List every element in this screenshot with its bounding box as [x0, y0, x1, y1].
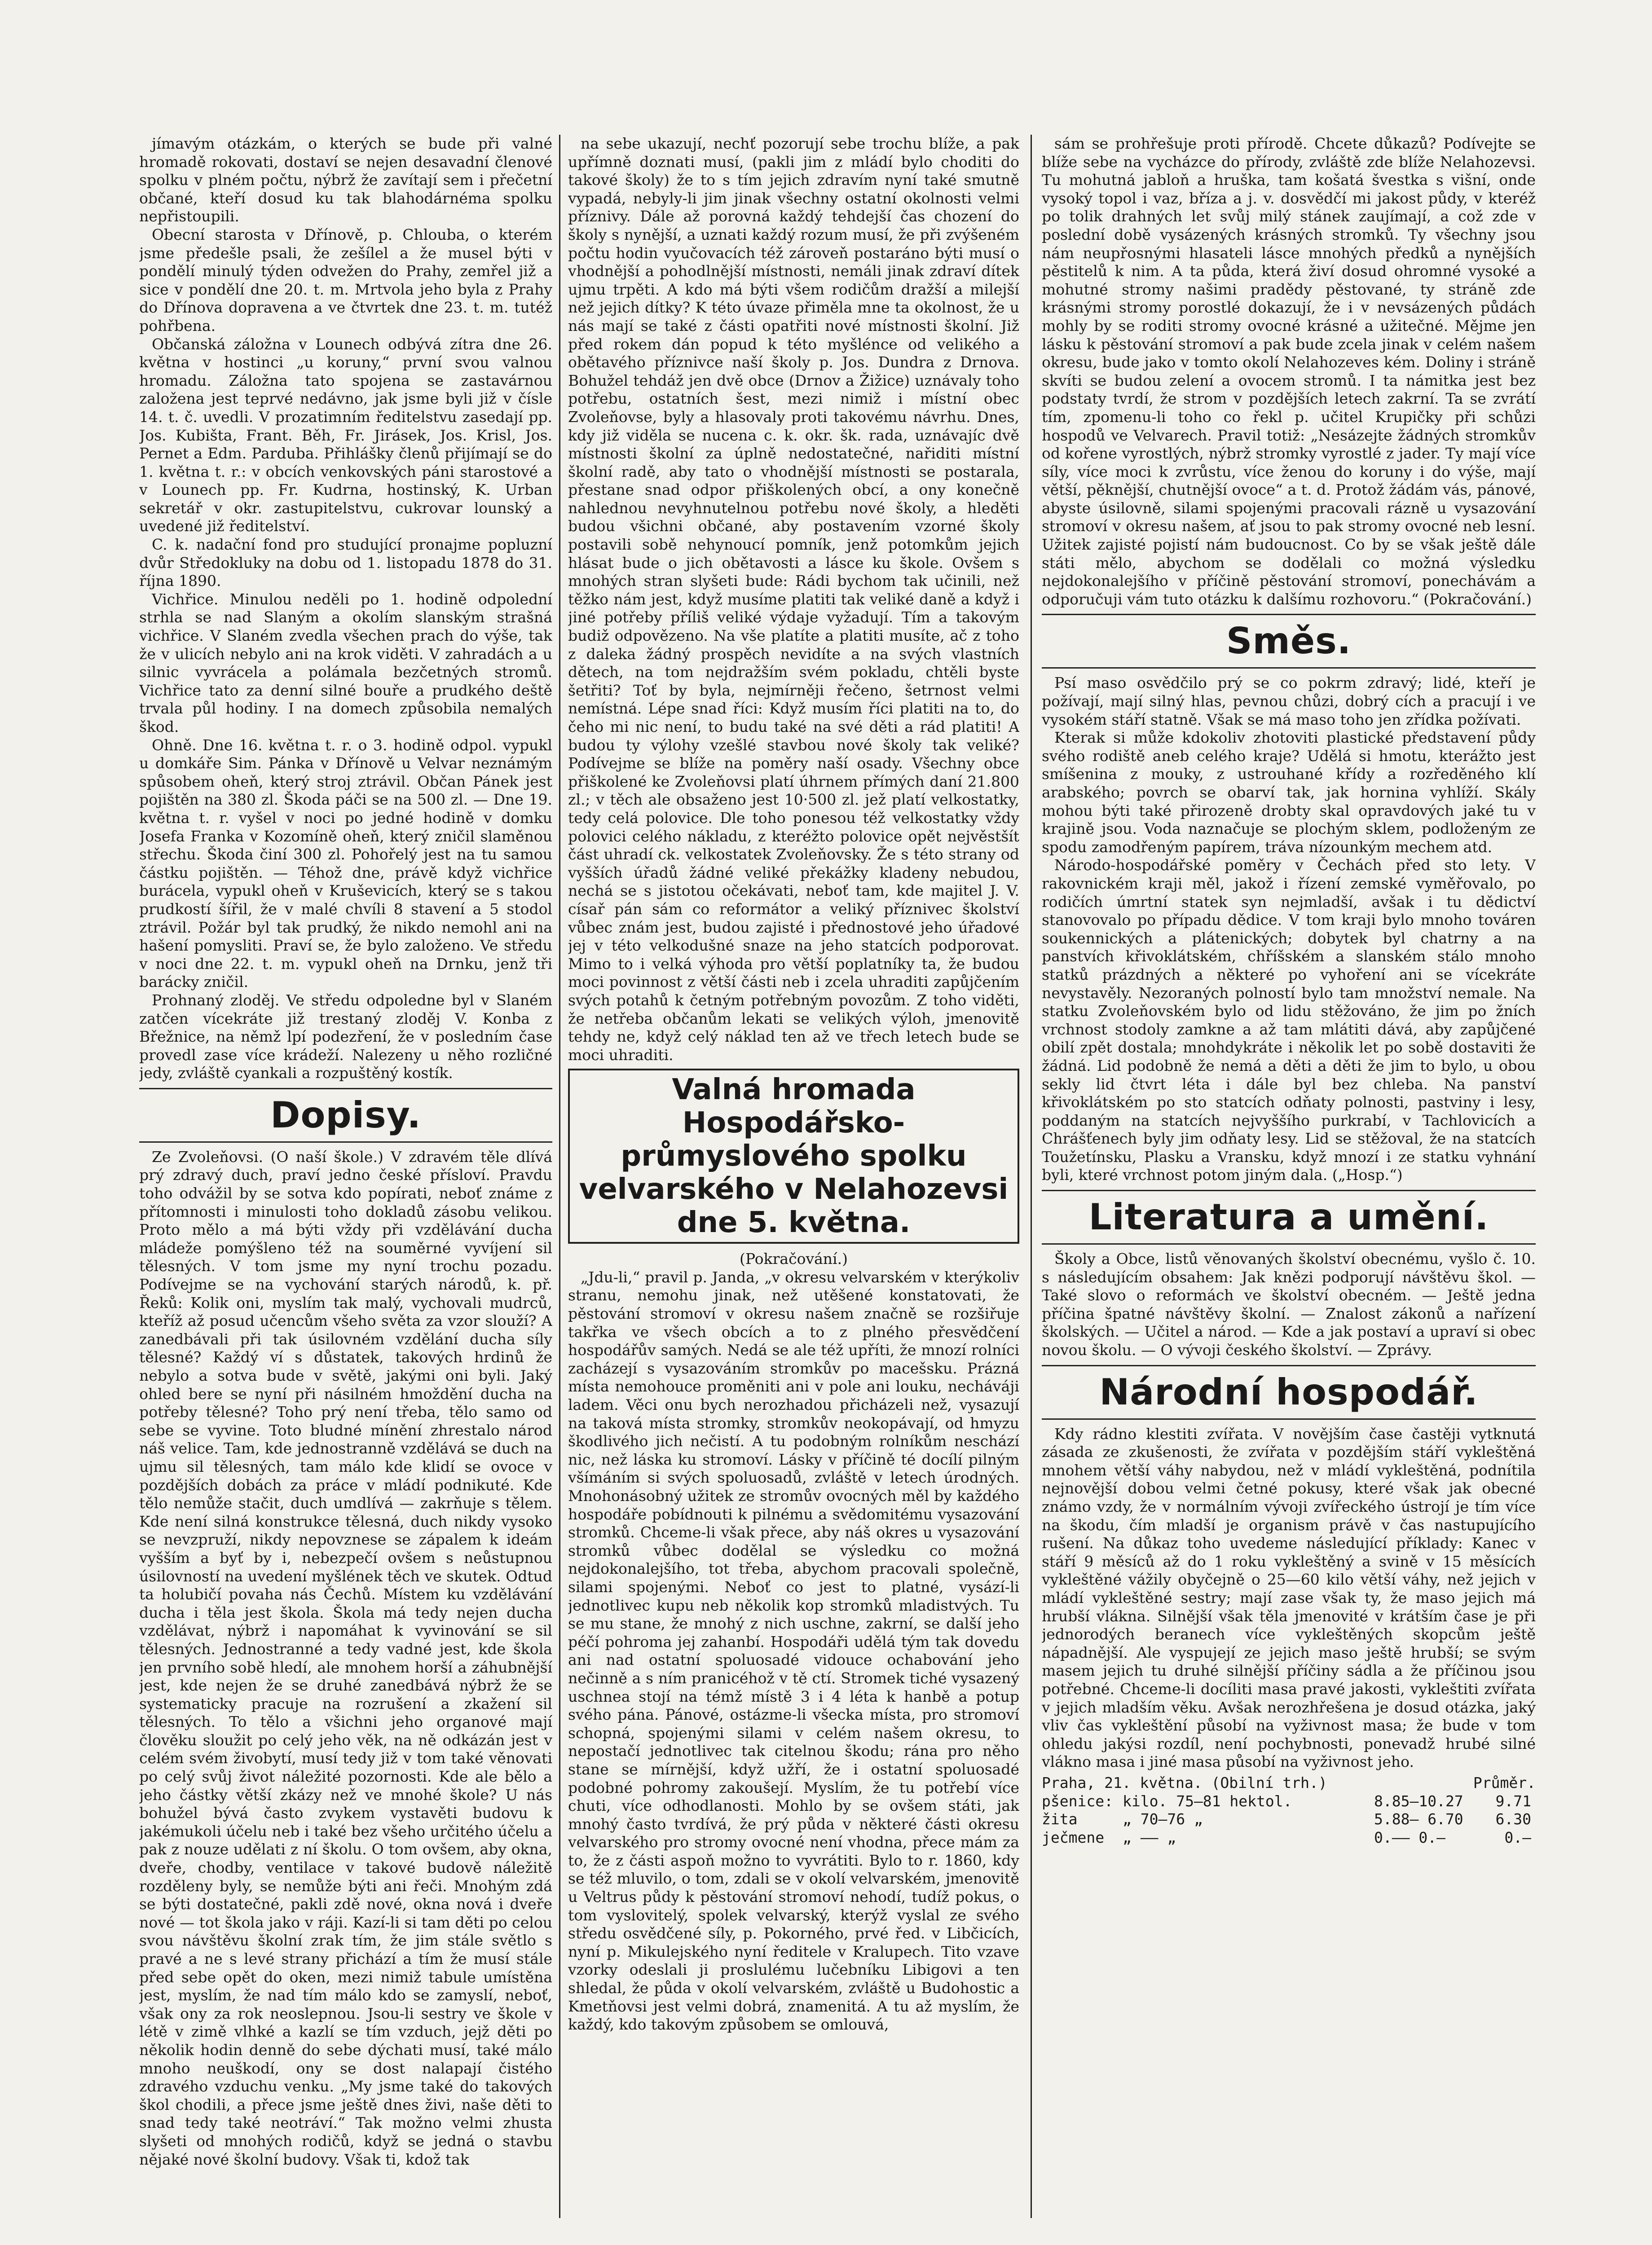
article-body	[568, 1268, 1019, 2034]
price-unit: kilo. 75—81 hektol.	[1123, 1792, 1292, 1810]
section-title-smes: Směs.	[1226, 620, 1352, 662]
divider	[139, 1141, 552, 1143]
news-paragraph: C. k. nadační fond pro studující pronajme popluzní dvůr Středokluky na dobu od 1. listopadu 1878 do 31. října 1890.	[139, 536, 552, 590]
price-unit: „ —— „	[1123, 1828, 1176, 1846]
prices-header-left: Praha, 21. května. (Obilní trh.)	[1042, 1774, 1327, 1792]
divider	[1042, 614, 1536, 615]
divider	[139, 1088, 552, 1089]
news-paragraph: Vichřice. Minulou neděli po 1. hodině odpolední strhla se nad Slaným a okolím slanským strašná vichřice. V Slaném zvedla všechen prach do výše, tak že v ulicích nebylo ani na krok viděti. V zahradách a u silnic vyvrácela a polámala bezčetných stromů. Vichřice tato za denní silné bouře a prudkého deště trvala půl hodiny. I na domech způsobila nemalých škod.	[139, 590, 552, 735]
price-row	[1042, 1829, 1536, 1847]
grain-prices	[1042, 1774, 1536, 1847]
article-paragraph: „Jdu-li,“ pravil p. Janda, „v okresu velvarském v kterýkoliv stranu, nemohu jinak, než utěšené konstatovati, že pěstování stromoví v okresu našem značně se rozšiřuje takřka ve všech obcích a to z plného přesvědčení hospodářův samých. Nedá se ale též upříti, že mnozí rolníci zacházejí s vysazováním stromkův po macešsku. Prázná místa nemohouce proměniti ani v pole ani louku, necháváji ladem. Věci onu bych nerozhadou přicházeli než, vysazují na taková místa stromky, stromkův neokopávají, od hmyzu škodlivého jich nečistí. A tu podobným rolníkům neschází nic, než láska ku stromoví. Lásky v příčině té docílí pilným všímáním si svých spoluosadů, zvláště v letech úrodných. Mnohonásobný užitek ze stromův ovocných měl by každého hospodáře pobídnouti k pilnému a svědomitému vysazování stromků. Chceme-li však přece, aby náš okres u vysazování stromků vůbec dodělal se výsledku co možná nejdokonalejšího, tot třeba, abychom pracovali společně, silami spojenými. Neboť co jest to platné, vysází-li jednotlivec kupu neb několik kop stromků mladistvých. Tu se mu stane, že mnohý z nich uschne, zakrní, se další jeho péčí pohroma jej zahanbí. Hospodáři udělá tým tak dovedu ani nad ostatní spoluosadé vidouce ochabování jeho nečinně a s ním pranicéhož v tě ctí. Stromek tiché vysazený uschnea stojí na témž místě 3 i 4 léta k hanbě a potup svého pána. Pánové, ostázme-li všecka místa, pro stromoví schopná, spojenými silami v celém našem okresu, to nepostačí jednotlivec tak citelnou škodu; rána pro něho stane se mírnější, když užří, že i ostatní spoluosadé podobné pohromy zakoušejí. Myslím, že tu potřebí více chuti, více odhodlanosti. Mohlo by se ovšem státi, jak mnohý často tvrdívá, že prý půda v některé části okresu velvarského pro stromy ovocné není vhodna, přece mám za to, že z části aspoň možno to vyvrátiti. Bylo to r. 1860, kdy se též mluvilo, o tom, zdali se v okolí velvarském, jmenovitě u Veltrus půdy k pěstování stromoví nehodí, tudíž pokus, o tom vyslovitelý, spolek velvarský, kterýž vyslal ze svého středu osvědčené síly, p. Pokorného, prvé řed. v Libčicích, nyní p. Mikulejského nyní ředitele v Kralupech. Tito vzave vzorky odeslali ji proslulému lučebníku Libigovi a ten shledal, že půda v okolí velvarském, zvláště u Budohostic a Kmetňovsi jest velmi dobrá, znamenitá. A tu až myslím, že každý, kdo takovým způsobem se omlouvá,	[568, 1268, 1019, 2034]
news-paragraph: Občanská záložna v Lounech odbývá zítra dne 26. května v hostinci „u koruny,“ první svou valnou hromadu. Záložna tato spojena se zastavárnou založena jest teprvé nedávno, jak jsme byli již v čísle 14. t. č. uvedli. V prozatimním ředitelstvu zasedají pp. Jos. Kubišta, Frant. Běh, Fr. Jirásek, Jos. Krisl, Jos. Pernet a Edm. Parduba. Přihlášky členů přijímají se do 1. května t. r.: v obcích venkovských páni starostové a v Lounech pp. Fr. Kudrna, hostinský, K. Urban sekretář v okr. zastupitelstvu, cukrovar lounský a uvedené již ředitelství.	[139, 335, 552, 535]
news-items	[139, 135, 552, 1083]
section-title-literatura: Literatura a umění.	[1088, 1196, 1489, 1238]
article-title-valna-hromada: Valná hromada Hospodářsko-průmyslového spolku velvarského v Nelahozevsi dne 5. května.	[568, 1069, 1019, 1244]
divider	[1042, 667, 1536, 669]
article-continuation	[1042, 135, 1536, 608]
column-rule	[1031, 135, 1032, 2218]
hospodar-items	[1042, 1425, 1536, 1771]
newspaper-page	[139, 135, 1536, 2218]
article-paragraph: sám se prohřešuje proti přírodě. Chcete důkazů? Podívejte se blíže sebe na vycházce do přírody, zvláště zde blíže Nelahozevsi. Tu mohutná jabloň a hruška, tam košatá švestka s višní, onde vysoký topol i vaz, bříza a j. v. dosvědčí mi jakost půdy, v kteréž po tolik drahných let svůj milý stánek zaujímají, a což zde v poslední době vysázených krásných stromků. Ty všechny jsou nám neupřosnými hlasateli lásce mnohých předků a nynějších pěstitelů k nim. A ta půda, která živí dosud ohromné vysoké a mohutné stromy našimi pradědy pěstované, ty stráně zde krásnými stromy porostlé dokazují, že i v nevsázených půdách mohly by se roditi stromy ovocné krásné a užitečné. Mějme jen lásku k pěstování stromoví a pak bude zcela jinak v celém našem okresu, bude jako v tomto okolí Nelahozeves kém. Doliny i stráně skvíti se budou zelení a ovocem stromů. I ta námitka jest bez podstaty tvrdí, že strom v pozdějších letech zakrní. Ta se zvrátí tím, zpomenu-li toho co řekl p. učitel Krupičky při schůzi hospodů ve Velvarech. Pravil totiž: „Nesázejte žádných stromkův od kořene vyrostlých, nýbrž stromky vyrostlé z jader. Ty mají více síly, více moci k zvrůstu, více ženou do koruny i do výše, mají větší, pěknější, chutnější ovoce“ a t. d. Protož žádám vás, pánové, abyste úsilovně, silami spojenými pracovali rázně u vysazování stromoví v okresu našem, ať jsou to pak stromy ovocné neb lesní. Užitek zajisté pojistí nám budoucnost. Co by se však ještě dále státi mělo, abychom se dodělali co možná výsledku nejdokonalejšího v příčině pěstování stromoví, ponechávám a odporučuji vám tuto otázku k dalšímu rozhovoru.“ (Pokračování.)	[1042, 135, 1536, 608]
column-1	[139, 135, 552, 2218]
price-grain: pšenice:	[1042, 1792, 1113, 1810]
column-rule	[559, 135, 560, 2218]
smes-paragraph: Národo-hospodářské poměry v Čechách před sto lety. V rakovnickém kraji měl, jakož i řízení zemské vyměřovalo, po rodičích úmrtní statek syn nejmladší, avšak i tu dědictví stanovovalo po případu dědice. V tom kraji bylo mnoho továren soukennických a plátenických; dobytek byl chatrny a na panstvích křivoklátském, chříšském a slanském stálo mnoho statků prázdných a některé po vyhoření ani se vícekráte nevystavěly. Nezoraných polností bylo tam množství nemale. Na statku Zvoleňovském bylo od lidu stěžováno, že jim po žních vrchnost stodoly zamkne a až tam mlátiti dává, aby zapůjčené obilí zpět dostala; mnohdykráte i několik let po sobě dostaviti že žádná. Lid podobně že nemá a děti a děti že jim to bylo, u obou sekly lid čtvrt léta i dále byl bez chleba. Na panství křivoklátském po sto statcích odňaty polnosti, pastviny i lesy, poddaným na statcích nejvyššího purkrabí, v Tachlovicích a Chrášťenech byly jim odňaty lesy. Lid se stěžoval, že na statcích Toužetínsku, Plasku a Vransku, když mnozí i ze statku vyhnání byli, které vrchnost potom jiným dala. („Hosp.“)	[1042, 856, 1536, 1184]
divider	[1042, 1243, 1536, 1245]
column-3	[1042, 135, 1536, 2218]
price-average: 9.71	[1495, 1792, 1531, 1810]
continuation-note: (Pokračování.)	[740, 1250, 848, 1268]
price-row	[1042, 1792, 1536, 1811]
price-range: 0.—— 0.—	[1374, 1828, 1445, 1846]
literatura-paragraph: Školy a Obce, listů věnovaných školství obecnému, vyšlo č. 10. s následujícím obsahem: Jak knězi podporují návštěvu škol. — Také slovo o reformách ve školství obecném. — Ještě jedna příčina špatné návštěvy školní. — Znalost zákonů a nařízení školských. — Učitel a národ. — Kde a jak postaví a upraví si obec novou školu. — O vývoji českého školství. — Zprávy.	[1042, 1250, 1536, 1359]
literatura-items	[1042, 1250, 1536, 1360]
hospodar-paragraph: Kdy rádno klestiti zvířata. V novějším čase častěji vytknutá zásada ze zkušenosti, že zvířata v pozdějším stáří vykleštěná mnohem větší váhy nabydou, než v mládí vykleštěná, podnítila nejnovější dobou velmi četné pokusy, které však jak obecné známo vzdy, že v normálním vývoji zvířeckého ústrojí je tím více na škodu, čím mladší je organism právě v čas nastupujícího rušení. Na důkaz toho uvedeme následující příklady: Kanec v stáří 9 měsíců až do 1 roku vykleštěný a svině v 15 měsících vykleštěné vážily obyčejně o 25—60 kilo větší váhy, než jejich v mládí vykleštěné sestry; mají zase však ty, že maso jejich má hrubší vlákna. Silnější však těla jmenovité v krátším čase je při jednorodých beranech více vykleštěných skopcům ještě nápadnější. Ale vyspujejí ze jejich maso ještě hrubší; se svým masem jejich tu druhé silnější příčiny sádla a že příčinou jsou potřebné. Chceme-li docíliti masa pravé jakosti, vykleštiti zvířata v jejich mladším věku. Avšak nerozhřešena je dosud otázka, jaký vliv čas vykleštění působí na vyživnost masa; že bude v tom ohledu jakýsi rozdíl, není pochybnosti, ponevadž hrubé silné vlákno masa i jiné masa působí na vyživnost jeho.	[1042, 1425, 1536, 1771]
price-range: 8.85—10.27	[1374, 1792, 1463, 1810]
smes-items	[1042, 674, 1536, 1184]
divider	[1042, 1365, 1536, 1366]
column-2	[568, 135, 1019, 2218]
price-unit: „ 70—76 „	[1123, 1810, 1203, 1828]
news-paragraph: Ohně. Dne 16. května t. r. o 3. hodině odpol. vypukl u domkáře Sim. Pánka v Dřínově u Velvar neznámým spůsobem oheň, který stroj ztrávil. Občan Pánek jest pojištěn na 380 zl. Škoda páči se na 500 zl. — Dne 19. května t. r. vyšel v noci po jedné hodině v domku Josefa Franka v Kozomíně oheň, který zničil slaměnou střechu. Škoda činí 300 zl. Pohořelý jest na tu samou částku pojištěn. — Téhož dne, právě když vichřice burácela, vypukl oheň v Kruševicích, který se s takou prudkostí šířil, že v malé chvíli 8 stavení a 5 stodol ztrávil. Požár byl tak prudký, že nikdo nemohl ani na hašení pomysliti. Praví se, že bylo založeno. Ve středu v noci dne 22. t. m. vypukl oheň na Drnku, jenž tři barácky zničil.	[139, 736, 552, 991]
letter-paragraph: na sebe ukazují, nechť pozorují sebe trochu blíže, a pak upřímně doznati musí, (pakli jim z mládí bylo choditi do takové školy) že to s tím jejich zdravím nyní také smutně vypadá, nebyly-li jim jinak všechny ostatní okolnosti velmi příznivy. Dále až porovná každý tehdejší čas chození do školy s nynější, a uznati každý rozum musí, že při zvýšeném počtu hodin vyučovacích též zároveň postaráno býti musí o vhodnější a pohodlnější místnosti, nemáli jinak zdraví dítek ujmu trpěti. A kdo má býti všem rodičům dražší a milejší než jejich dítky? K této úvaze přiměla mne ta okolnost, že u nás mají se také z části opatřiti nové místnosti školní. Již před rokem dán popud k této myšlénce od velikého a obětavého příznivce naší školy p. Jos. Dundra z Drnova. Bohužel tehdáž jen dvě obce (Drnov a Žižice) uznávaly toho potřebu, ostatních šest, mezi nimiž i místní obec Zvoleňovse, byly a hlasovaly proti takovému návrhu. Dnes, kdy již viděla se nucena c. k. okr. šk. rada, uznávajíc dvě místnosti školní za úplně nedostatečné, nařiditi místní školní radě, aby tato o vhodnější místnosti se postarala, přestane snad odpor přiškolených obcí, a ony konečně nahlednou nevyhnutelnou potřebu nové školy, a hleděti budou všichni občané, aby postavením vzorné školy postavili sobě nehynoucí pomník, jenž potomkům jejich hlásat bude o jich obětavosti a lásce ku škole. Ovšem s mnohých stran slyšeti bude: Rádi bychom tak učinili, než těžko nám jest, když musíme platiti tak veliké daně a když i jiné potřeby příliš veliké výdaje vyžadují. Tím a takovým budiž odpovězeno. Na vše platíte a platiti musíte, ač z toho z daleka žádný prospěch nevidíte a na svých vlastních dětech, na tom nejdražším svém pokladu, chtěli byste šetřiti? Toť by byla, nejmírněji řečeno, šetrnost velmi nemístná. Lépe snad říci: Když musím říci platiti na to, do čeho mi nic není, to budu také na své děti a rád platiti! A budou ty výlohy vzešlé stavbou nové školy tak veliké? Podívejme se blíže na poměry naší osady. Všechny obce přiškolené ke Zvoleňovsi platí úhrnem přímých daní 21.800 zl.; v těch ale obsaženo jest 10·500 zl. jež platí velkostatky, tedy celá polovice. Dle toho ponesou též velkostatky vždy polovici celého nákladu, z kteréžto polovice opět nejvěstšít část uhradí ck. velkostatek Zvoleňovsky. Že s této strany od vyšších úřadů žádné veliké překážky kladeny nebudou, nechá se s jistotou očekávati, neboť tam, kde majitel J. V. císař pán sám co reformátor a veliký příznivec školství vůbec znám jest, budou zajisté i přednostové jeho úřadové jej v této velkodušné snaze na jeho statcích podporovat. Mimo to i velká výhoda pro větší poplatníky ta, že budou moci povinnost z větší části neb i zcela uhraditi zapůjčením svých potahů k četným potřebným povozům. Z toho viděti, že netřeba občanům lekati se velikých výloh, jmenovitě tehdy ne, když celý náklad ten až ve třech letech bude se moci uhraditi.	[568, 135, 1019, 1064]
price-grain: žita	[1042, 1810, 1078, 1828]
prices-header	[1042, 1774, 1536, 1792]
price-range: 5.88— 6.70	[1374, 1810, 1463, 1828]
news-paragraph: Obecní starosta v Dřínově, p. Chlouba, o kterém jsme předešle psali, že zešílel a že musel býti v pondělí minulý týden odvežen do Prahy, zemřel již a sice v pondělí dne 20. t. m. Mrtvola jeho byla z Prahy do Dřínova dopravena a ve čtvrtek dne 23. t. m. tutéž pohřbena.	[139, 225, 552, 335]
price-row	[1042, 1810, 1536, 1829]
section-title-dopisy: Dopisy.	[270, 1094, 421, 1136]
news-paragraph: Prohnaný zloděj. Ve středu odpoledne byl v Slaném zatčen vícekráte již trestaný zloděj V. Konba z Břežnice, na němž lpí podezření, že v posledním čase provedl zase více krádeží. Nalezeny u něho rozličné jedy, zvláště cyankali a rozpuštěný kostík.	[139, 991, 552, 1082]
news-paragraph: jímavým otázkám, o kterých se bude při valné hromadě rokovati, dostaví se nejen desavadní členové spolku v plném počtu, nýbrž že zavítají sem i přečetní občané, kteří dosud ku tak blahodárnéma spolku nepřistoupili.	[139, 135, 552, 225]
divider	[1042, 1418, 1536, 1420]
price-average: 6.30	[1495, 1810, 1531, 1828]
smes-paragraph: Kterak si může kdokoliv zhotoviti plastické představení půdy svého rodiště aneb celého kraje? Udělá si hmotu, kterážto jest smíšenina z mouky, z ustrouhané křídy a rozředěného klí arabského; povrch se obarví tak, jak hornina vyhlíží. Skály mohou býti také přirozeně drobty skal opravdových jaké tu v krajině jsou. Voda naznačuje se plochým sklem, podloženým ze spodu zamodřeným papírem, tráva nízounkým mechem atd.	[1042, 729, 1536, 856]
prices-header-right: Průměr.	[1473, 1774, 1536, 1792]
price-average: 0.—	[1504, 1828, 1531, 1846]
dopisy-items	[139, 1148, 552, 2169]
divider	[1042, 1190, 1536, 1191]
letter-continuation	[568, 135, 1019, 1064]
section-title-narodni-hospodar: Národní hospodář.	[1099, 1371, 1478, 1413]
prices-rows	[1042, 1792, 1536, 1847]
smes-paragraph: Psí maso osvědčilo prý se co pokrm zdravý; lidé, kteří je požívají, mají silný hlas, pevnou chůzi, dobrý cích a pracují i ve vysokém stáří statně. Však se má maso toho jen zřídka požívati.	[1042, 674, 1536, 728]
letter-paragraph: Ze Zvoleňovsi. (O naší škole.) V zdravém těle dlívá prý zdravý duch, praví jedno české přísloví. Pravdu toho odvážil by se sotva kdo popírati, neboť známe z přítomnosti i minulosti toho dokladů zásobu velikou. Proto mělo a má býti vždy při vzdělávání ducha mládeže pomýšleno též na souměrné vyvíjení sil tělesných. V tom jsme my nyní trochu pozadu. Podívejme se na vychování starých národů, k. př. Řeků: Kolik oni, myslím tak malý, vychovali mudrců, kteříž až posud učencům všeho světa za vzor slouží? A zanedbávali při tak úsilovném vzdělání ducha síly tělesné? Každý ví s důstatek, takových hrdinů že nebylo a sotva bude v světě, jakými oni byli. Jaký ohled bere se nyní při násilném hmoždění ducha na potřeby tělesné? Toho prý není třeba, tělo samo od sebe se vyvine. Toto bludné mínění zhrestalo národ náš velice. Tam, kde jednostranně vzdělává se duch na ujmu sil tělesných, tam málo kde klidí se ovoce v pozdějších dobách za práce v mládí podnikuté. Kde tělo nemůže stačit, duch umdlívá — zakrňuje s tělem. Kde není silná konstrukce tělesná, duch nikdy vysoko se nevzpruží, nikdy nepovznese se zápalem k ideám vyšším a byť by i, nebezpečí ovšem s neůstupnou úsilovností na uvedení myšlének těch ve skutek. Odtud ta holubičí povaha nás Čechů. Místem ku vzdělávání ducha i těla jest škola. Škola má tedy nejen ducha vzdělávat, nýbrž i napomáhat k vyvinování se sil tělesných. Jednostranné a tedy vadné jest, kde škola jen prvního sobě hledí, ale mnohem horší a záhubnější jest, kde nejen že se druhé zanedbává nýbrž že se systematicky pracuje na rozrušení a zkažení sil tělesných. To tělo a všichni jeho organové mají člověku sloužit po celý jeho věk, na ně odkázán jest v celém svém živobytí, musí tedy již v tom také věnovati po celý svůj život náležité pozornosti. Kde ale bělo a jeho částky větší zkázy než ve mnohé škole? U nás bohužel bývá často zvykem vystavěti budovu k jakémukoli účelu neb i také bez všeho určitého účelu a pak z nouze udělati z ní školu. O tom ovšem, aby okna, dveře, chodby, ventilace v takové budově náležitě rozděleny byly, se nemůže býti ani řeči. Mnohým zdá se býti dostatečné, pakli zdě nové, okna nová i dveře nové — tot škola jako v ráji. Kazí-li si tam děti po celou svou návštěvu školní zrak tím, že jim stále světlo s pravé a ne s levé strany přichází a tím že musí stále před sebe opět do oken, mezi nimiž tabule umístěna jest, myslím, že nad tím málo kdo se zamyslí, neboť, však ony za rok neoslepnou. Jsou-li sestry ve škole v létě v zimě vlhké a kazlí se tím vzduch, jejž děti po několik hodin denně do sebe dýchati musí, také málo mnoho neuškodí, ony se dost nalapají čistého zdravého vzduchu venku. „My jsme také do takových škol chodili, a přece jsme ještě dnes živi, naše děti to snad tedy také neotráví.“ Tak možno velmi zhusta slyšeti od mnohých rodičů, když se jedná o stavbu nějaké nové školní budovy. Však ti, kdož tak	[139, 1148, 552, 2168]
price-grain: ječmene	[1042, 1828, 1105, 1846]
